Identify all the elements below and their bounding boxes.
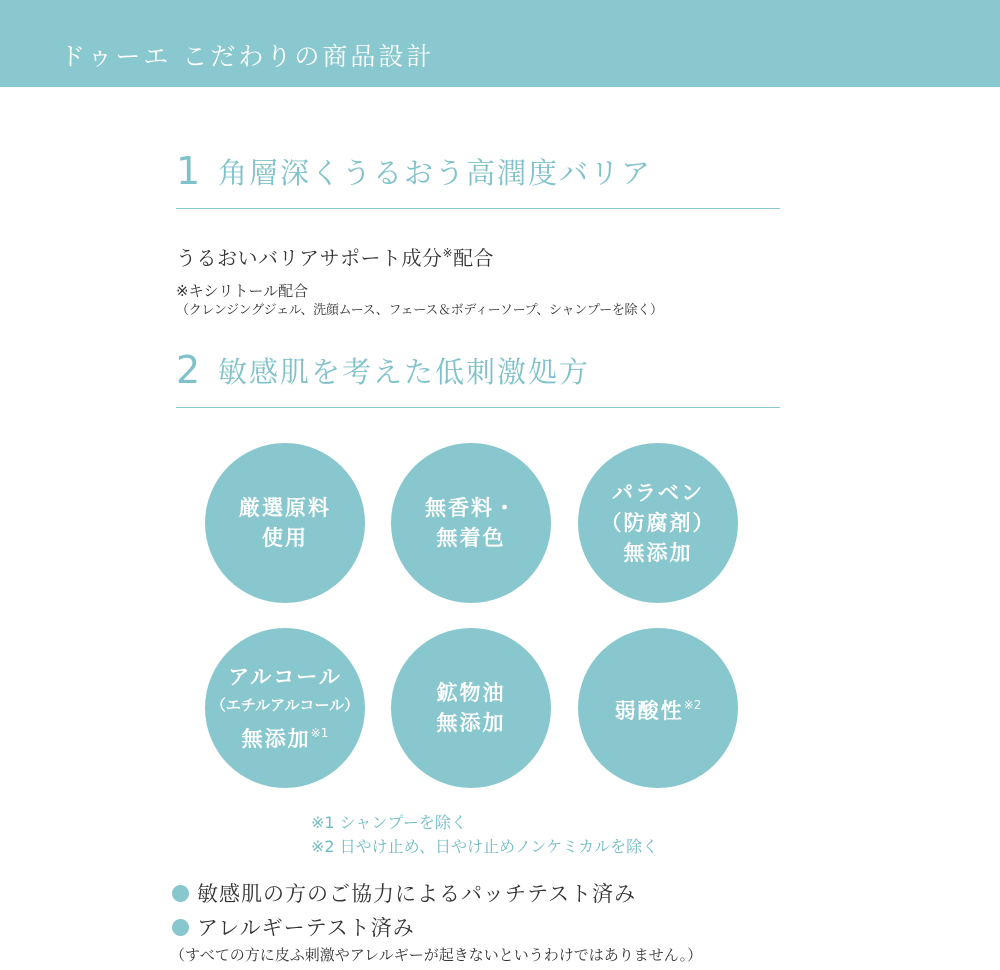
feature-circle-selected-ingredients (205, 443, 365, 603)
feature-circle-weakly-acidic (578, 628, 738, 788)
feature-line: 無添加 (436, 711, 506, 735)
bullet-dot-icon (172, 919, 189, 936)
section-2-number: 2 (176, 348, 201, 392)
bullet-text: 敏感肌の方のご協力によるパッチテスト済み (197, 882, 637, 906)
feature-line: 無添加 (241, 727, 311, 751)
bullet-allergy-test (172, 913, 415, 943)
disclaimer: （すべての方に皮ふ刺激やアレルギーが起きないというわけではありません。） (170, 946, 703, 964)
feature-mark: ※2 (683, 698, 702, 712)
feature-line-with-mark (242, 718, 329, 754)
feature-circle-fragrance-color-free (391, 443, 551, 603)
section-1-title: 角層深くうるおう高潤度バリア (218, 156, 653, 190)
feature-line: 使用 (262, 526, 308, 550)
section-1-number: 1 (176, 149, 201, 193)
feature-line-with-mark (615, 690, 702, 726)
feature-line: 弱酸性 (614, 699, 684, 723)
feature-line: （防腐剤） (600, 511, 716, 535)
feature-circle-paraben-free (578, 443, 738, 603)
section-1-note: ※キシリトール配合 (176, 282, 309, 300)
lead-text: うるおいバリアサポート成分 (176, 246, 443, 270)
bullet-patch-test (172, 879, 636, 909)
page-title: ドゥーエ こだわりの商品設計 (60, 42, 435, 71)
feature-circle-mineral-oil-free (391, 628, 551, 788)
feature-line: パラベン (612, 481, 704, 505)
bullet-dot-icon (172, 885, 189, 902)
section-1-heading (176, 150, 780, 209)
feature-mark: ※1 (310, 726, 329, 740)
section-2-heading (176, 349, 780, 408)
feature-line: アルコール (228, 665, 342, 689)
feature-circle-alcohol-free (205, 628, 365, 788)
feature-line: 厳選原料 (239, 496, 331, 520)
feature-line: 無着色 (436, 526, 506, 550)
footnote-2: ※2 日やけ止め、日やけ止めノンケミカルを除く (311, 837, 659, 856)
section-1-exclusion: （クレンジングジェル、洗顔ムース、フェース＆ボディーソープ、シャンプーを除く） (176, 303, 663, 318)
feature-line: （エチルアルコール） (210, 696, 360, 714)
bullet-text: アレルギーテスト済み (197, 916, 415, 940)
header-banner (0, 0, 1000, 87)
feature-line: 無香料・ (425, 496, 517, 520)
feature-line: 無添加 (623, 541, 693, 565)
section-2-title: 敏感肌を考えた低刺激処方 (218, 355, 591, 389)
feature-line: 鉱物油 (436, 681, 506, 705)
lead-tail: 配合 (453, 246, 495, 270)
footnote-1: ※1 シャンプーを除く (311, 813, 467, 832)
section-1-lead (176, 238, 494, 273)
lead-mark: ※ (442, 246, 454, 260)
